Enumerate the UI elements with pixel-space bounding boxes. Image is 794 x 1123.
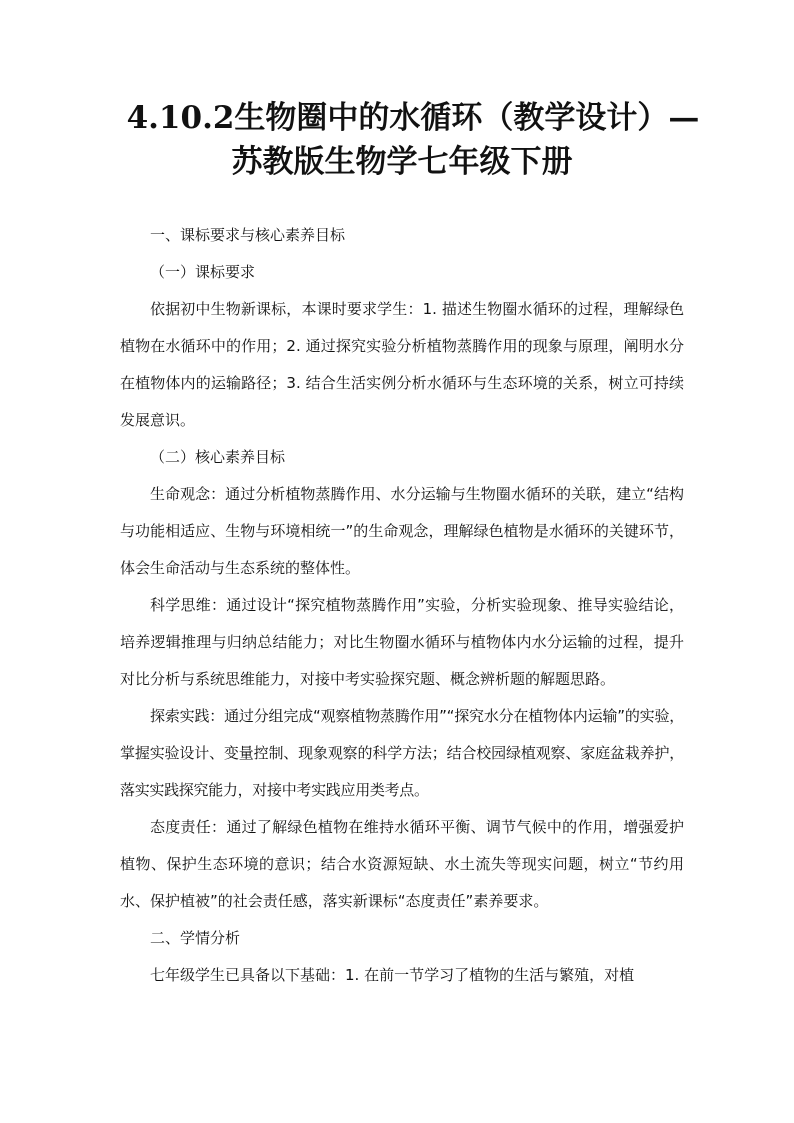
subsection-heading-curriculum-requirements: （一）课标要求 [150, 263, 256, 281]
section-heading-learner-analysis: 二、学情分析 [150, 929, 241, 947]
paragraph-life-concept: 生命观念：通过分析植物蒸腾作用、水分运输与生物圈水循环的关联，建立“结构与功能相适应、生物与环境相统一”的生命观念，理解绿色植物是水循环的关键环节，体会生命活动与生态系统的整体性。 [120, 485, 684, 577]
document-body [120, 217, 684, 994]
paragraph-curriculum-requirements: 依据初中生物新课标，本课时要求学生：1. 描述生物圈水循环的过程，理解绿色植物在水循环中的作用；2. 通过探究实验分析植物蒸腾作用的现象与原理，阐明水分在植物体内的运输路径；3. 结合生活实例分析水循环与生态环境的关系，树立可持续发展意识。 [120, 300, 684, 429]
section-heading-standards-and-goals: 一、课标要求与核心素养目标 [150, 226, 346, 244]
paragraph-learner-analysis: 七年级学生已具备以下基础：1. 在前一节学习了植物的生活与繁殖，对植 [150, 966, 635, 984]
document-page [120, 96, 700, 994]
subsection-heading-core-literacy-goals: （二）核心素养目标 [150, 448, 286, 466]
title-line-2: 苏教版生物学七年级下册 [231, 144, 573, 180]
paragraph-exploration-practice: 探索实践：通过分组完成“观察植物蒸腾作用”“探究水分在植物体内运输”的实验，掌握实验设计、变量控制、现象观察的科学方法；结合校园绿植观察、家庭盆栽养护，落实实践探究能力，对接中考实践应用类考点。 [120, 707, 684, 799]
paragraph-scientific-thinking: 科学思维：通过设计“探究植物蒸腾作用”实验，分析实验现象、推导实验结论，培养逻辑推理与归纳总结能力；对比生物圈水循环与植物体内水分运输的过程，提升对比分析与系统思维能力，对接中考实验探究题、概念辨析题的解题思路。 [120, 596, 684, 688]
paragraph-attitude-responsibility: 态度责任：通过了解绿色植物在维持水循环平衡、调节气候中的作用，增强爱护植物、保护生态环境的意识；结合水资源短缺、水土流失等现实问题，树立“节约用水、保护植被”的社会责任感，落实新课标“态度责任”素养要求。 [120, 818, 684, 910]
document-title [120, 96, 700, 184]
title-line-1: 4.10.2生物圈中的水循环（教学设计）— [126, 100, 700, 136]
